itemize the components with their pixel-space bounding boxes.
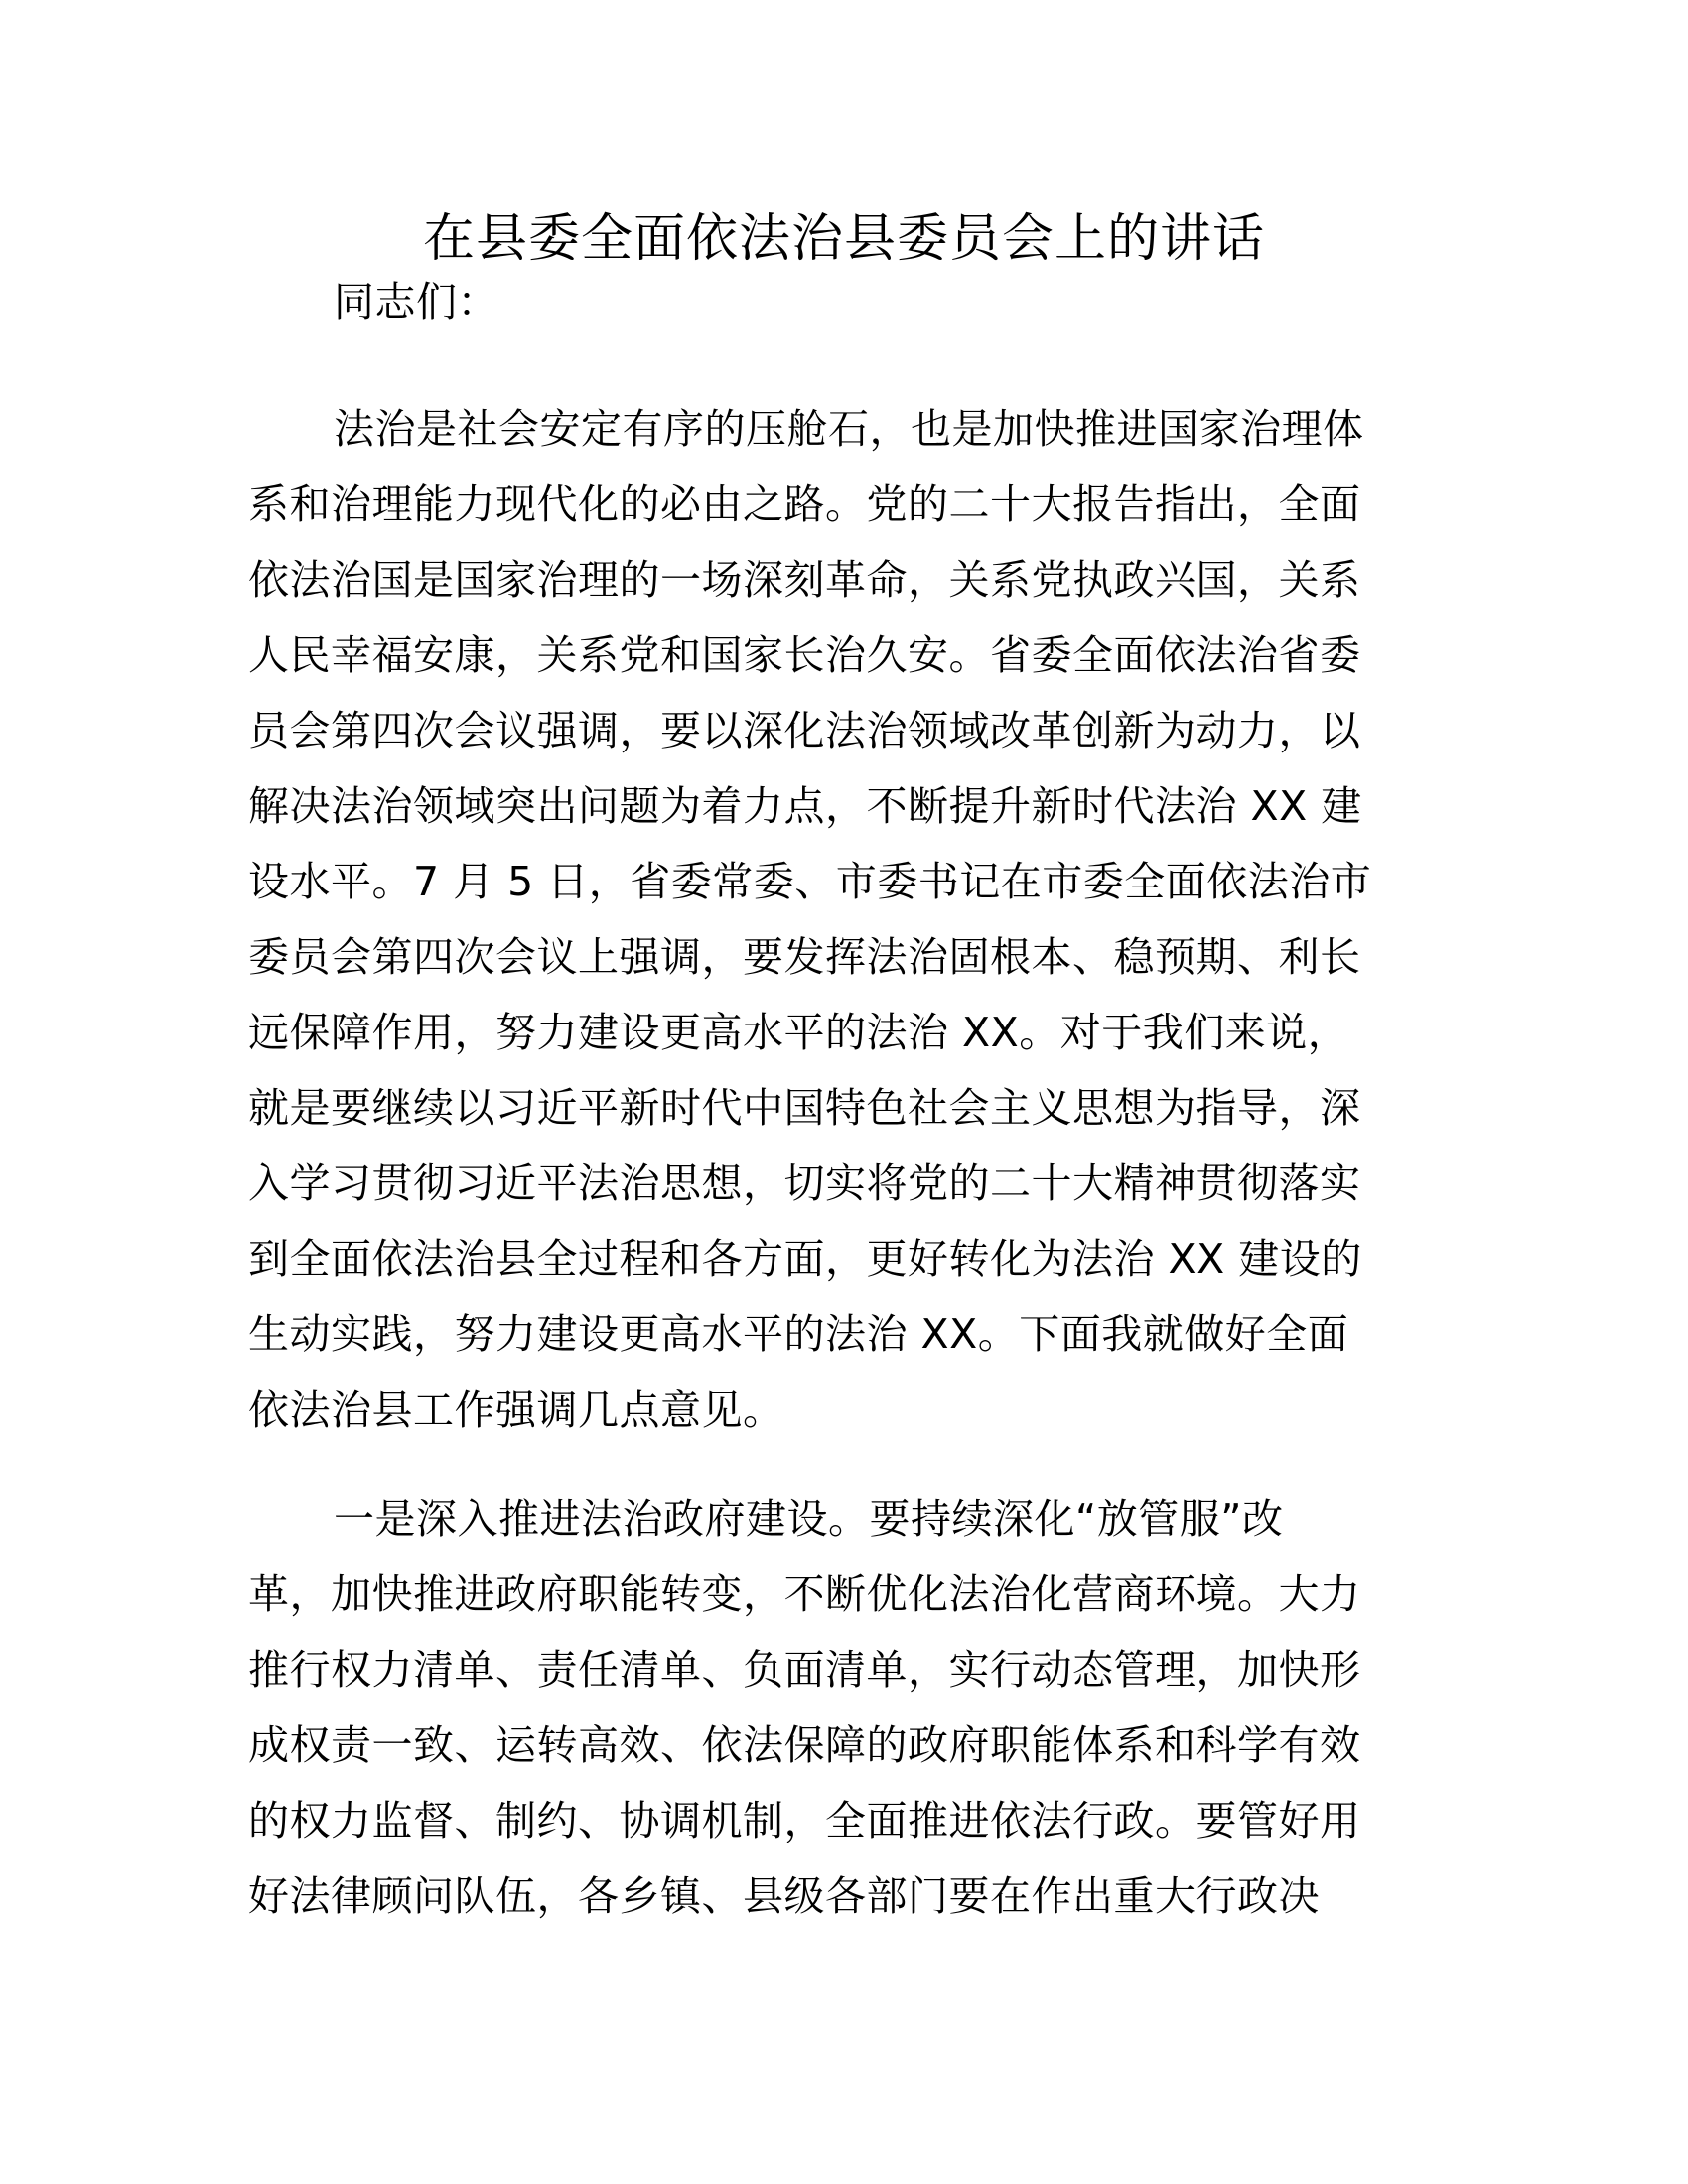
paragraph-1-line: 员会第四次会议强调，要以深化法治领域改革创新为动力，以 xyxy=(248,707,1361,754)
paragraph-2-line: 革，加快推进政府职能转变，不断优化法治化营商环境。大力 xyxy=(248,1570,1361,1618)
document-title: 在县委全面依法治县委员会上的讲话 xyxy=(422,209,1265,269)
paragraph-2-line: 的权力监督、制约、协调机制，全面推进依法行政。要管好用 xyxy=(248,1797,1361,1844)
paragraph-1-line: 依法治国是国家治理的一场深刻革命，关系党执政兴国，关系 xyxy=(248,556,1361,604)
paragraph-2-line: 一是深入推进法治政府建设。要持续深化“放管服”改 xyxy=(334,1495,1284,1543)
paragraph-1-line: 就是要继续以习近平新时代中国特色社会主义思想为指导，深 xyxy=(248,1084,1361,1132)
paragraph-2 xyxy=(248,1481,1440,1934)
paragraph-1-line: 远保障作用，努力建设更高水平的法治 XX。对于我们来说， xyxy=(248,1009,1349,1056)
paragraph-1 xyxy=(248,391,1440,1447)
paragraph-1-line: 法治是社会安定有序的压舱石，也是加快推进国家治理体 xyxy=(334,405,1364,453)
paragraph-1-line: 设水平。7 月 5 日，省委常委、市委书记在市委全面依法治市 xyxy=(248,858,1372,905)
paragraph-1-line: 解决法治领域突出问题为着力点，不断提升新时代法治 XX 建 xyxy=(248,782,1362,830)
paragraph-1-line: 生动实践，努力建设更高水平的法治 XX。下面我就做好全面 xyxy=(248,1310,1349,1358)
paragraph-1-line: 入学习贯彻习近平法治思想，切实将党的二十大精神贯彻落实 xyxy=(248,1160,1361,1207)
paragraph-1-line: 系和治理能力现代化的必由之路。党的二十大报告指出，全面 xyxy=(248,480,1361,528)
paragraph-2-line: 推行权力清单、责任清单、负面清单，实行动态管理，加快形 xyxy=(248,1646,1361,1694)
paragraph-2-line: 好法律顾问队伍，各乡镇、县级各部门要在作出重大行政决 xyxy=(248,1872,1320,1920)
paragraph-1-line: 到全面依法治县全过程和各方面，更好转化为法治 XX 建设的 xyxy=(248,1235,1362,1283)
paragraph-1-line: 依法治县工作强调几点意见。 xyxy=(248,1386,784,1433)
paragraph-1-line: 委员会第四次会议上强调，要发挥法治固根本、稳预期、利长 xyxy=(248,933,1361,981)
paragraph-2-line: 成权责一致、运转高效、依法保障的政府职能体系和科学有效 xyxy=(248,1721,1361,1769)
paragraph-1-line: 人民幸福安康，关系党和国家长治久安。省委全面依法治省委 xyxy=(248,631,1361,679)
salutation: 同志们： xyxy=(334,278,498,326)
